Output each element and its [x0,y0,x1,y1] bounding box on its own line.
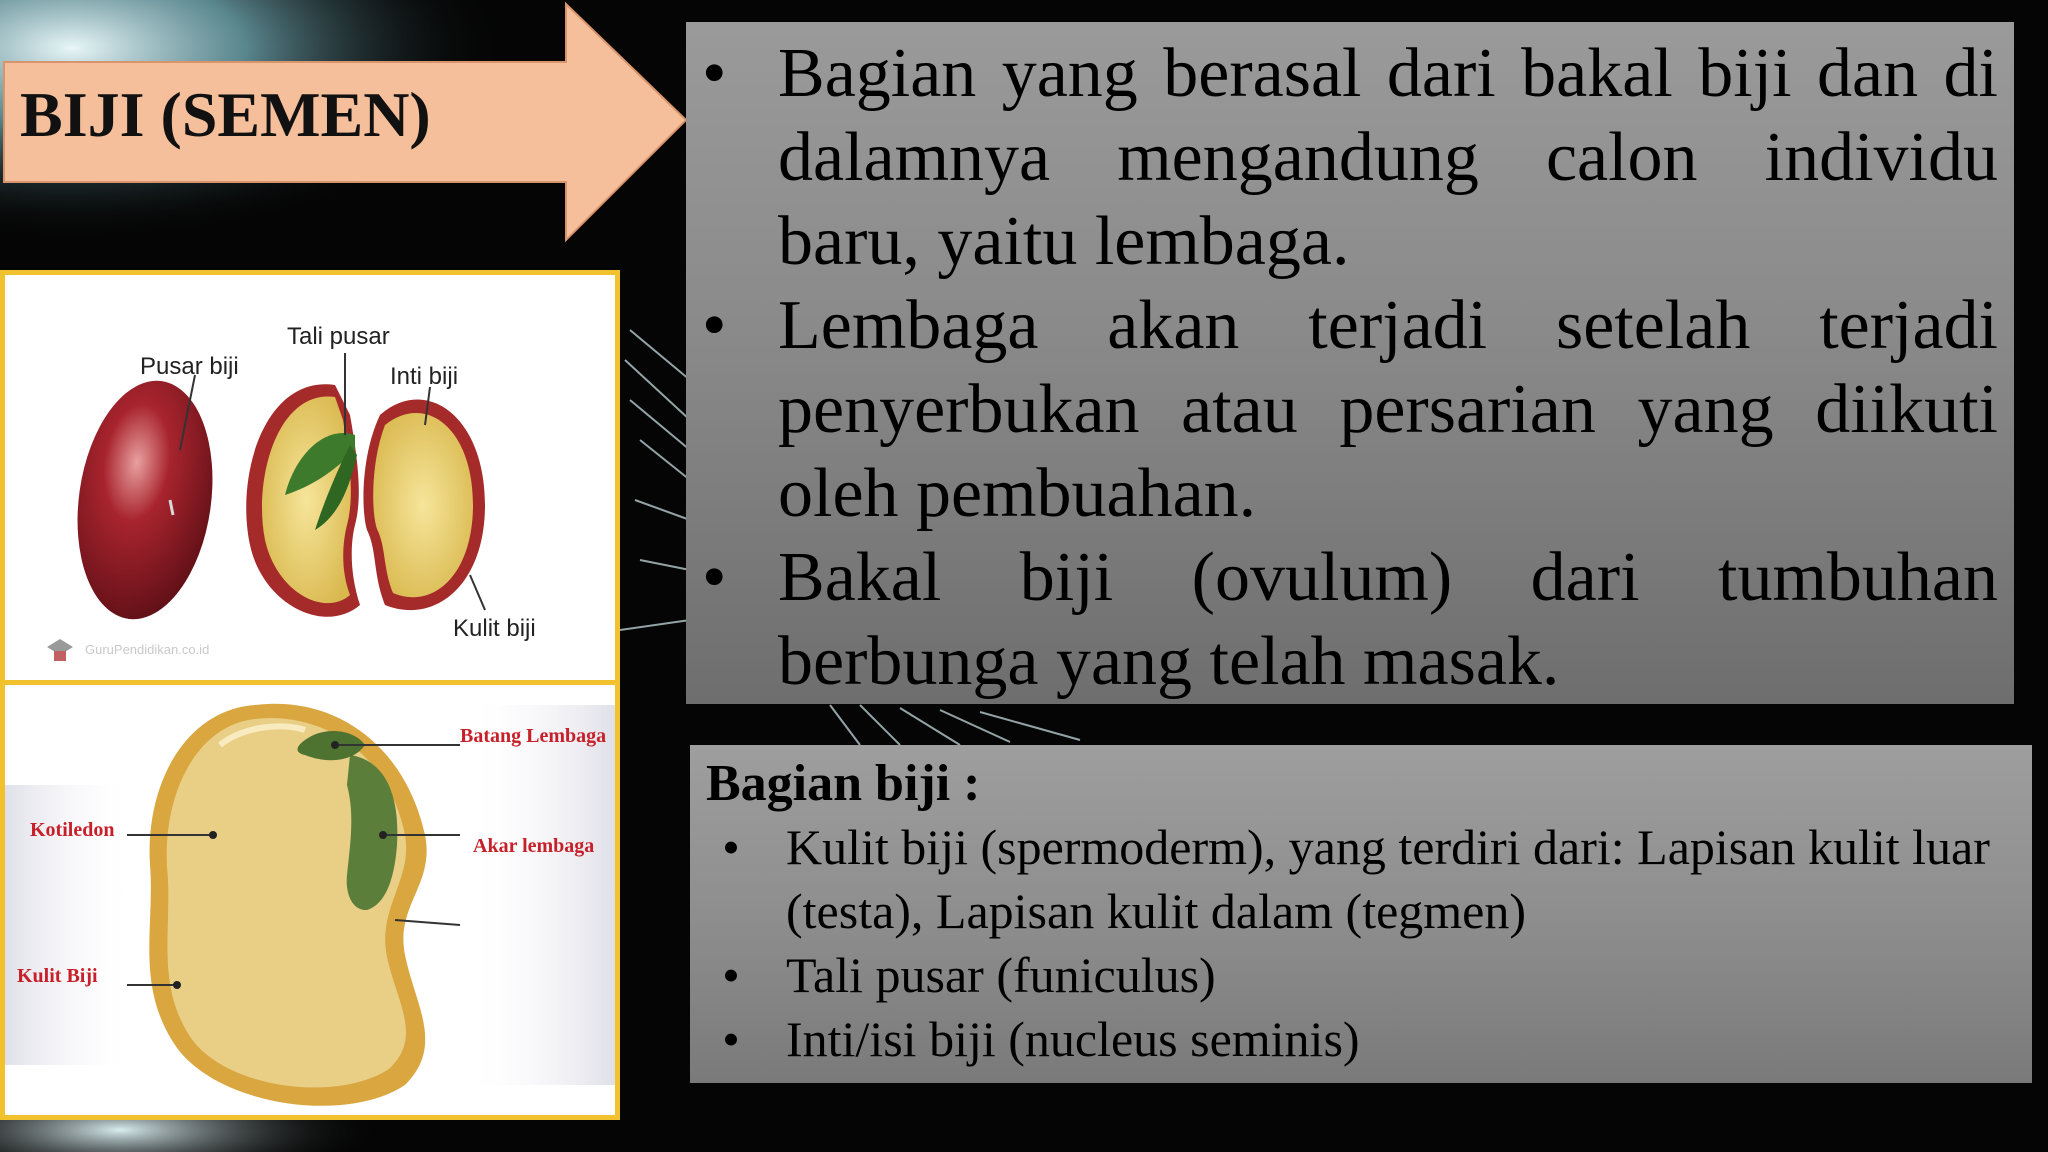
label-kulit-biji: Kulit biji [453,615,536,642]
watermark-logo-icon [45,637,75,663]
seed-part-text: Tali pusar (funiculus) [786,947,1216,1003]
seed-cross-section-diagram [0,680,620,1120]
watermark-text: GuruPendidikan.co.id [85,642,210,657]
bean-seed-diagram [0,270,620,680]
seed-cross-section-illustration [5,685,615,1115]
label-inti-biji: Inti biji [390,363,459,390]
seed-parts-box [690,745,2032,1083]
definition-text: Bagian yang berasal dari bakal biji dan di dalamnya mengandung calon individu baru, yaitu lembaga. [778,35,1998,280]
slide-title: BIJI (SEMEN) [20,79,431,150]
label-kotiledon: Kotiledon [30,819,115,841]
definition-item [686,536,1998,704]
bullet: • [722,819,740,875]
definition-list [686,22,2014,704]
seed-part-item [706,1007,2020,1071]
definition-item [686,284,1998,536]
bullet: • [702,35,727,112]
label-akar-lembaga: Akar lembaga [473,835,595,857]
seed-parts-heading: Bagian biji : [706,755,981,812]
label-batang-lembaga: Batang Lembaga [460,725,607,747]
seed-part-text: Kulit biji (spermoderm), yang terdiri dari: Lapisan kulit luar (testa), Lapisan kulit dalam (tegmen) [786,819,1990,939]
seed-parts-list [706,815,2020,1071]
bullet: • [702,539,727,616]
seed-part-item [706,815,2020,943]
definition-text: Lembaga akan terjadi setelah terjadi penyerbukan atau persarian yang diikuti oleh pembuahan. [778,287,1998,532]
definition-item [686,32,1998,284]
seed-part-item [706,943,2020,1007]
definition-text: Bakal biji (ovulum) dari tumbuhan berbunga yang telah masak. [778,539,1998,700]
bullet: • [702,287,727,364]
label-pusar-biji: Pusar biji [140,353,239,380]
definition-box [686,22,2014,704]
label-kulit-biji-section: Kulit Biji [17,965,98,987]
bullet: • [722,947,740,1003]
seed-part-text: Inti/isi biji (nucleus seminis) [786,1011,1360,1067]
bullet: • [722,1011,740,1067]
label-tali-pusar: Tali pusar [287,323,390,350]
